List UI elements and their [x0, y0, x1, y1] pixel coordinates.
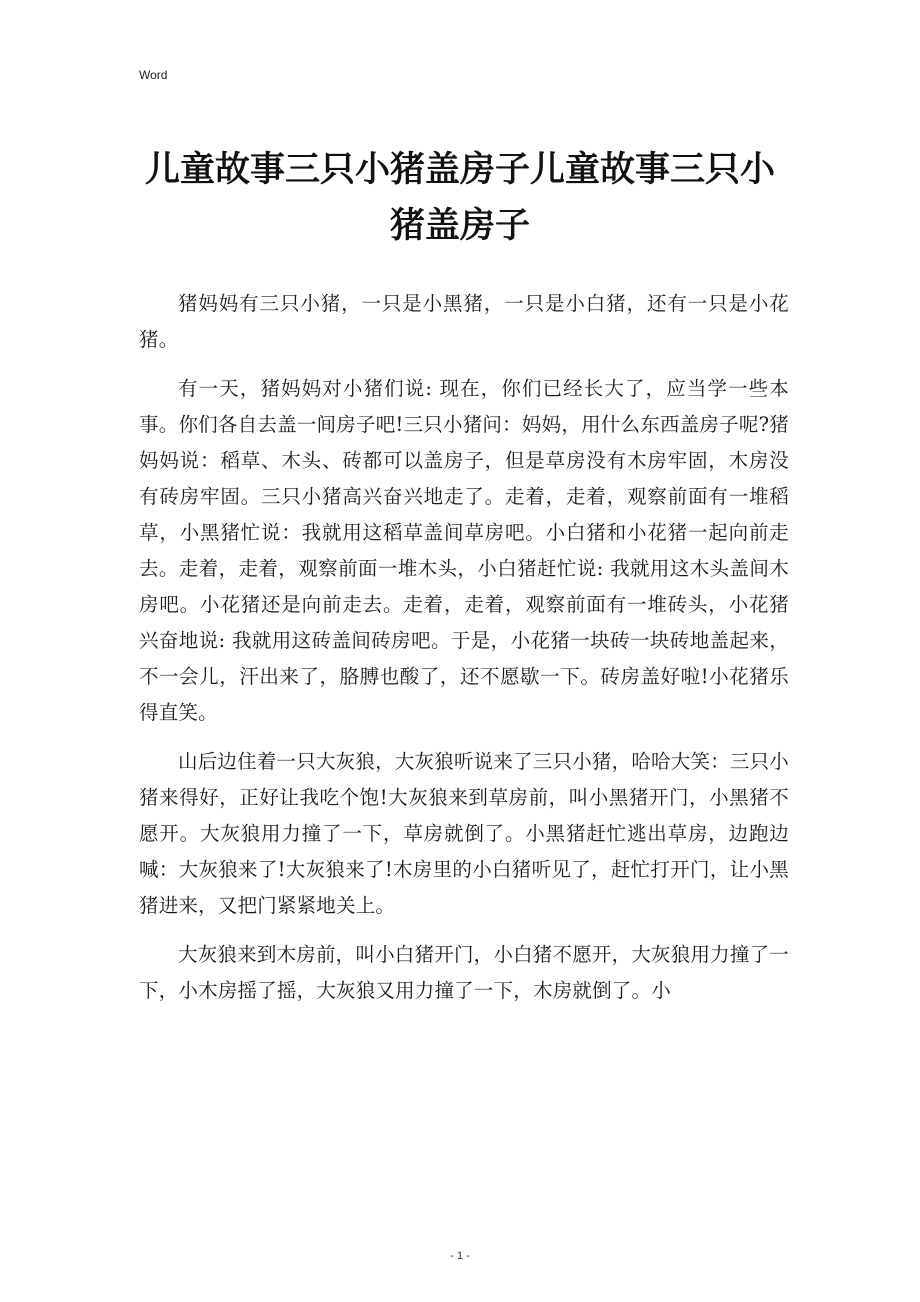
paragraph: 山后边住着一只大灰狼，大灰狼听说来了三只小猪，哈哈大笑：三只小猪来得好，正好让我吃个饱!大灰狼来到草房前，叫小黑猪开门，小黑猪不愿开。大灰狼用力撞了一下，草房就倒了。小黑猪赶忙逃出草房，边跑边喊：大灰狼来了!大灰狼来了!木房里的小白猪听见了，赶忙打开门，让小黑猪进来，又把门紧紧地关上。 — [139, 750, 789, 917]
document-body — [139, 286, 789, 1009]
paragraph: 猪妈妈有三只小猪，一只是小黑猪，一只是小白猪，还有一只是小花猪。 — [139, 292, 789, 351]
page-number: - 1 - — [450, 1250, 470, 1262]
paragraph: 大灰狼来到木房前，叫小白猪开门，小白猪不愿开，大灰狼用力撞了一下，小木房摇了摇，大灰狼又用力撞了一下，木房就倒了。小 — [139, 943, 789, 1002]
title-line-1: 儿童故事三只小猪盖房子儿童故事三只小 — [144, 149, 775, 190]
title-line-2: 猪盖房子 — [389, 205, 530, 246]
paragraph: 有一天，猪妈妈对小猪们说: 现在，你们已经长大了，应当学一些本事。你们各自去盖一间房子吧!三只小猪问：妈妈，用什么东西盖房子呢?猪妈妈说：稻草、木头、砖都可以盖房子，但是草房没有木房牢固，木房没有砖房牢固。三只小猪高兴奋兴地走了。走着，走着，观察前面有一堆稻草，小黑猪忙说：我就用这稻草盖间草房吧。小白猪和小花猪一起向前走去。走着，走着，观察前面一堆木头，小白猪赶忙说: 我就用这木头盖间木房吧。小花猪还是向前走去。走着，走着，观察前面有一堆砖头，小花猪兴奋地说: 我就用这砖盖间砖房吧。于是，小花猪一块砖一块砖地盖起来，不一会儿，汗出来了，胳膊也酸了，还不愿歇一下。砖房盖好啦!小花猪乐得直笑。 — [139, 377, 789, 724]
document-title — [130, 142, 790, 254]
header-label: Word — [139, 68, 168, 82]
